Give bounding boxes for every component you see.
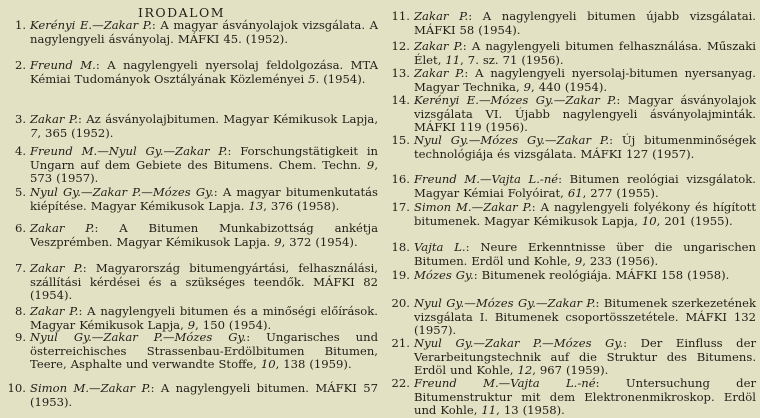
reference-number: 5. — [14, 185, 26, 199]
reference-text — [414, 10, 756, 37]
reference-citation: : A nagylengyeli bitumen újabb vizsgálatai. MÁFKI 58 (1954). — [414, 9, 756, 37]
reference-text — [414, 241, 756, 268]
reference-volume: 11 — [481, 403, 497, 418]
reference-citation: : Bitumenek szerkezetének vizsgálata I. Bitumenek csoportösszetétele. MÁFKI 132 (1957). — [414, 296, 756, 338]
reference-text — [30, 305, 378, 332]
reference-volume: 10 — [260, 357, 276, 372]
reference-citation: : A Bitumen Munkabizottság ankétja Veszprémben. Magyar Kémikusok Lapja. — [30, 221, 378, 249]
reference-entry — [388, 337, 756, 378]
reference-number: 20. — [391, 296, 410, 310]
reference-volume: 9 — [274, 234, 282, 249]
reference-entry — [388, 94, 756, 135]
reference-citation: : A nagylengyeli bitumen felhasználása. Műszaki Élet, — [414, 39, 756, 67]
reference-authors: Nyul Gy.—Mózes Gy.—Zakar P. — [414, 296, 596, 310]
reference-number: 7. — [14, 261, 26, 275]
reference-volume: 12 — [517, 363, 533, 378]
reference-text — [414, 67, 756, 94]
reference-authors: Freund M.—Vajta L.-né — [414, 172, 559, 186]
reference-entry — [0, 222, 378, 249]
reference-citation: : Untersuchung der Bitumenstruktur mit dem Elektronenmikroskop. Erdöl und Kohle, — [414, 376, 756, 418]
reference-number: 12. — [391, 39, 410, 53]
reference-citation: : A magyar ásványolajok vizsgálata. A nagylengyeli ásványolaj. MÁFKI 45. (1952). — [30, 18, 378, 46]
reference-entry — [388, 173, 756, 200]
reference-text — [30, 59, 378, 86]
reference-authors: Zakar P. — [414, 39, 463, 53]
reference-text — [414, 201, 756, 228]
reference-citation: : Az ásványolajbitumen. Magyar Kémikusok Lapja, — [78, 112, 379, 126]
reference-citation: : A nagylengyeli folyékony és hígított bitumenek. Magyar Kémikusok Lapja, — [414, 200, 757, 228]
reference-citation: : Új bitumenminőségek technológiája és vizsgálata. MÁFKI 127 (1957). — [414, 133, 756, 161]
reference-entry — [0, 19, 378, 46]
reference-authors: Freund M.—Vajta L.-né — [414, 376, 596, 390]
reference-text — [30, 331, 378, 372]
reference-entry — [0, 113, 378, 140]
reference-citation: : A nagylengyeli nyersolaj-bitumen nyersanyag. Magyar Technika, — [414, 66, 756, 94]
reference-authors: Zakar P. — [30, 304, 79, 318]
reference-number: 15. — [391, 133, 410, 147]
reference-volume: 5 — [308, 71, 316, 86]
reference-citation: , 573 (1957). — [30, 157, 378, 186]
reference-authors: Nyul Gy.—Zakar P.—Mózes Gy. — [414, 336, 624, 350]
reference-number: 13. — [391, 66, 410, 80]
reference-entry — [388, 377, 756, 418]
reference-text — [30, 145, 378, 186]
reference-authors: Freund M. — [30, 58, 96, 72]
reference-number: 9. — [14, 330, 26, 344]
reference-volume: 9 — [574, 253, 583, 268]
reference-authors: Nyul Gy.—Zakar P.—Mózes Gy. — [30, 330, 247, 344]
reference-number: 3. — [14, 112, 26, 126]
reference-citation: , 277 (1955). — [582, 185, 659, 200]
reference-authors: Zakar P. — [414, 66, 465, 80]
reference-volume: 10 — [641, 213, 657, 228]
reference-entry — [388, 40, 756, 67]
reference-number: 4. — [14, 144, 26, 158]
reference-text — [414, 173, 756, 200]
reference-citation: : Forschungstätigkeit in Ungarn auf dem Gebiete des Bitumens. Chem. Techn. — [30, 144, 379, 172]
reference-citation: , 150 (1954). — [195, 317, 272, 332]
reference-citation: : Der Einfluss der Verarbeitungstechnik auf die Struktur des Bitumens. Erdöl und Kohle, — [414, 336, 756, 378]
reference-text — [30, 222, 378, 249]
reference-authors: Zakar P. — [30, 221, 95, 235]
reference-citation: : Bitumen reológiai vizsgálatok. Magyar Kémiai Folyóirat, — [414, 172, 756, 200]
reference-text — [30, 186, 378, 213]
reference-entry — [388, 67, 756, 94]
reference-authors: Zakar P. — [414, 9, 469, 23]
reference-number: 21. — [391, 336, 410, 350]
reference-entry — [388, 269, 756, 283]
reference-citation: , 233 (1956). — [582, 253, 659, 268]
reference-authors: Freund M.—Nyul Gy.—Zakar P. — [30, 144, 228, 158]
reference-authors: Vajta L. — [414, 240, 466, 254]
reference-citation: . (1954). — [315, 71, 366, 86]
reference-citation: : Neure Erkenntnisse über die ungarischen Bitumen. Erdöl und Kohle, — [414, 240, 756, 268]
reference-citation: : Magyar ásványolajok vizsgálata VI. Újabb nagylengyeli ásványolajminták. MÁFKI 119 (1956). — [414, 93, 756, 135]
reference-citation: : Ungarisches und österreichisches Strassenbau-Erdölbitumen Bitumen, Teere, Asphalte und verwandte Stoffe, — [30, 330, 378, 372]
reference-entry — [0, 262, 378, 303]
reference-text — [414, 337, 756, 378]
reference-citation: : A magyar bitumenkutatás kiépítése. Magyar Kémikusok Lapja. — [30, 185, 379, 213]
reference-authors: Zakar P. — [30, 261, 83, 275]
reference-authors: Mózes Gy. — [414, 268, 474, 282]
reference-entry — [0, 331, 378, 372]
reference-text — [414, 94, 756, 135]
reference-text — [414, 297, 756, 338]
reference-authors: Zakar P. — [30, 112, 78, 126]
reference-authors: Kerényi E.—Mózes Gy.—Zakar P. — [414, 93, 617, 107]
reference-entry — [388, 201, 756, 228]
reference-text — [30, 262, 378, 303]
reference-citation: : A nagylengyeli nyersolaj feldolgozása. MTA Kémiai Tudományok Osztályának Közleményei — [30, 58, 378, 86]
reference-volume: 9 — [187, 317, 196, 332]
reference-entry — [0, 59, 378, 86]
reference-entry — [0, 145, 378, 186]
reference-entry — [0, 305, 378, 332]
reference-citation: , 376 (1958). — [263, 198, 340, 213]
reference-number: 1. — [14, 18, 26, 32]
reference-citation: , 365 (1952). — [37, 125, 114, 140]
reference-number: 19. — [391, 268, 410, 282]
reference-number: 2. — [14, 58, 26, 72]
reference-citation: : A nagylengyeli bitumen és a minőségi előírások. Magyar Kémikusok Lapja, — [30, 304, 378, 332]
reference-number: 16. — [391, 172, 410, 186]
reference-text — [414, 40, 756, 67]
reference-entry — [388, 134, 756, 161]
reference-citation: , 138 (1959). — [275, 357, 352, 372]
reference-authors: Kerényi E.—Zakar P. — [30, 18, 152, 32]
reference-number: 6. — [14, 221, 26, 235]
reference-volume: 9 — [523, 79, 532, 94]
reference-volume: 7 — [30, 125, 38, 140]
reference-citation: , 13 (1958). — [496, 403, 565, 418]
reference-entry — [388, 297, 756, 338]
reference-authors: Nyul Gy.—Mózes Gy.—Zakar P. — [414, 133, 610, 147]
reference-citation: : Bitumenek reológiája. MÁFKI 158 (1958). — [473, 268, 730, 282]
reference-entry — [388, 10, 756, 37]
reference-citation: , 440 (1954). — [531, 79, 608, 94]
reference-authors: Nyul Gy.—Zakar P.—Mózes Gy. — [30, 185, 214, 199]
reference-number: 17. — [391, 200, 410, 214]
page-heading: IRODALOM — [138, 5, 225, 20]
reference-volume: 9 — [366, 157, 375, 172]
reference-text — [30, 19, 378, 46]
reference-citation: : Magyarország bitumengyártási, felhasználási, szállítási kérdései és a szükséges teendők. MÁFKI 82 (1954). — [30, 261, 378, 303]
reference-number: 10. — [7, 381, 26, 395]
reference-number: 18. — [391, 240, 410, 254]
reference-text — [414, 134, 756, 161]
reference-entry — [0, 382, 378, 409]
reference-number: 11. — [391, 9, 410, 23]
reference-citation: : A nagylengyeli bitumen. MÁFKI 57 (1953). — [30, 381, 379, 409]
reference-text — [414, 377, 756, 418]
reference-citation: , 967 (1959). — [532, 363, 609, 378]
reference-text — [30, 382, 378, 409]
reference-citation: , 7. sz. 71 (1956). — [460, 52, 564, 67]
reference-volume: 13 — [248, 198, 264, 213]
reference-citation: , 372 (1954). — [281, 234, 358, 249]
reference-text — [30, 113, 378, 140]
reference-number: 22. — [391, 376, 410, 390]
reference-volume: 61 — [567, 185, 583, 200]
reference-text — [414, 269, 756, 283]
reference-entry — [0, 186, 378, 213]
reference-number: 8. — [14, 304, 26, 318]
reference-entry — [388, 241, 756, 268]
reference-authors: Simon M.—Zakar P. — [414, 200, 532, 214]
reference-volume: 11 — [445, 52, 461, 67]
reference-citation: , 201 (1955). — [656, 213, 733, 228]
reference-number: 14. — [391, 93, 410, 107]
reference-authors: Simon M.—Zakar P. — [30, 381, 151, 395]
